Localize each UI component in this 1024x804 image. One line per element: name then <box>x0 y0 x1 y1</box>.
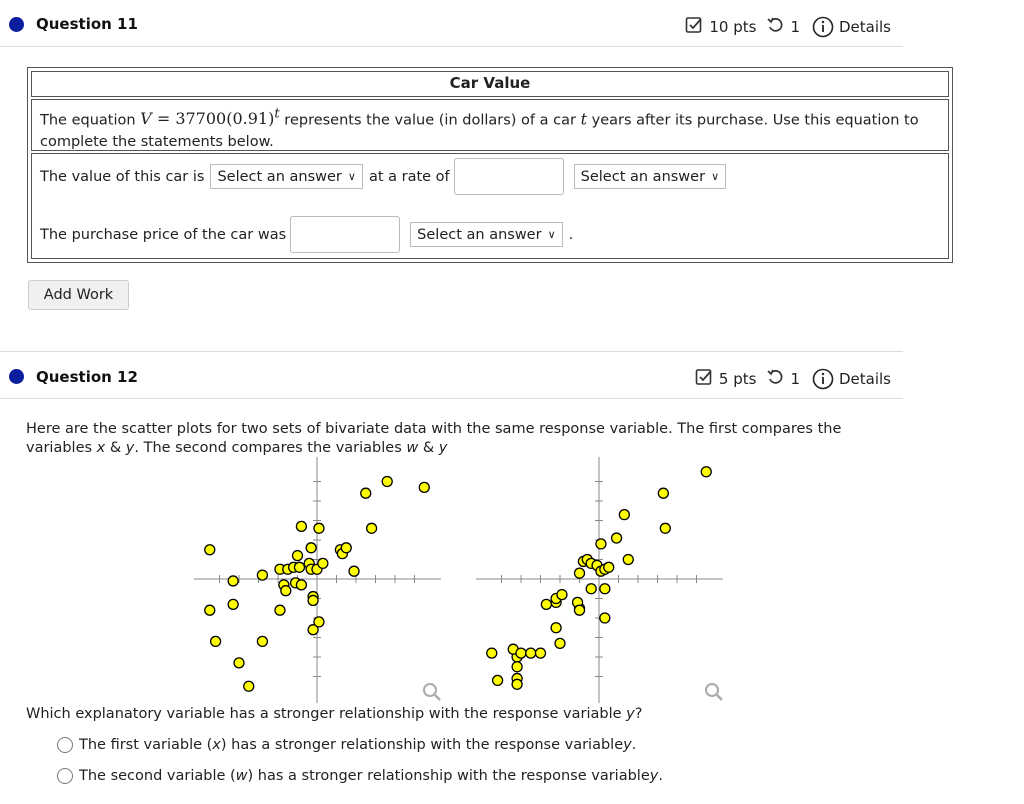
paragraph-text: Here are the scatter plots for two sets of bivariate data with the same response variable. The first compares the variables <box>26 421 842 456</box>
row1-label: The value of this car is <box>40 168 205 185</box>
data-point <box>660 523 670 533</box>
equation-cell <box>31 99 949 151</box>
table-title: Car Value <box>449 74 531 92</box>
zoom-lens <box>706 684 718 696</box>
data-point <box>512 679 522 689</box>
data-point <box>205 605 215 615</box>
data-point <box>228 576 238 586</box>
option-var: y <box>649 768 659 784</box>
chevron-down-icon: ∨ <box>347 170 356 183</box>
data-point <box>512 662 522 672</box>
rate-input[interactable] <box>454 158 564 195</box>
equation-text <box>32 100 948 159</box>
data-point <box>244 681 254 691</box>
prompt-text: Which explanatory variable has a stronger relationship with the response variable <box>26 706 627 722</box>
equation-suffix2: years after its purchase. Use this equation to complete the statements below. <box>40 112 919 151</box>
option-var: w <box>235 768 248 784</box>
question-12-header <box>0 351 903 399</box>
data-point <box>318 558 328 568</box>
equation-prefix: The equation <box>40 112 141 129</box>
equation-formula: $V = 37700(0.91)^t$ <box>140 107 280 129</box>
scatter-plot-xy <box>190 455 445 705</box>
details-link[interactable] <box>812 16 891 38</box>
data-point <box>361 488 371 498</box>
retries-count: 1 <box>790 370 800 388</box>
data-point <box>551 623 561 633</box>
select-value: Select an answer <box>217 168 342 185</box>
points-label: 5 pts <box>718 370 757 388</box>
question-11-header <box>0 0 903 47</box>
checkbox-icon <box>685 16 703 38</box>
table-header-cell <box>31 71 949 97</box>
chevron-down-icon: ∨ <box>711 170 720 183</box>
option-var: y <box>623 737 632 753</box>
zoom-handle <box>435 695 440 700</box>
data-point <box>596 539 606 549</box>
paragraph-var-y: y <box>125 440 135 456</box>
data-point <box>349 566 359 576</box>
info-icon <box>812 16 834 38</box>
data-point <box>575 605 585 615</box>
data-point <box>658 488 668 498</box>
data-point <box>296 521 306 531</box>
data-point <box>623 555 633 565</box>
radio-button[interactable] <box>57 737 73 753</box>
data-point <box>234 658 244 668</box>
zoom-handle <box>717 695 722 700</box>
purchase-price-input[interactable] <box>290 216 400 253</box>
data-point <box>541 599 551 609</box>
question-meta <box>685 16 891 38</box>
data-point <box>600 584 610 594</box>
data-point <box>205 545 215 555</box>
data-point <box>296 580 306 590</box>
data-point <box>275 605 285 615</box>
statement-row-1 <box>40 158 732 195</box>
paragraph-text: & <box>105 440 126 456</box>
data-point <box>493 675 503 685</box>
option-first-variable[interactable] <box>57 737 636 753</box>
checkbox-icon <box>695 368 713 390</box>
points-label: 10 pts <box>709 18 757 36</box>
rate-direction-select[interactable] <box>210 164 362 189</box>
data-point <box>308 595 318 605</box>
statement-row-2 <box>40 216 573 253</box>
prompt-var: y <box>626 706 635 722</box>
scatter-plot-wy <box>472 455 727 705</box>
question-title: Question 11 <box>36 15 138 33</box>
option-text: The first variable ( <box>79 737 213 753</box>
car-value-table <box>27 67 953 263</box>
prompt-end: ? <box>634 706 643 722</box>
paragraph-text: & <box>418 440 439 456</box>
question-title: Question 12 <box>36 368 138 386</box>
option-text: ) has a stronger relationship with the response variable <box>220 737 624 753</box>
data-point <box>526 648 536 658</box>
info-icon <box>812 368 834 390</box>
data-point <box>586 584 596 594</box>
option-second-variable[interactable] <box>57 768 663 784</box>
row1-mid: at a rate of <box>368 168 450 185</box>
paragraph-var-y: y <box>438 440 448 456</box>
data-point <box>281 586 291 596</box>
data-point <box>314 523 324 533</box>
data-point <box>575 568 585 578</box>
paragraph-var-x: x <box>96 440 106 456</box>
statements-cell <box>31 153 949 259</box>
paragraph-var-w: w <box>406 440 419 456</box>
zoom-icon[interactable] <box>706 684 722 700</box>
radio-button[interactable] <box>57 768 73 784</box>
question-meta <box>695 368 891 390</box>
data-point <box>612 533 622 543</box>
option-var: x <box>212 737 221 753</box>
data-point <box>604 562 614 572</box>
add-work-button[interactable]: Add Work <box>28 280 129 310</box>
equation-suffix: represents the value (in dollars) of a car <box>279 112 581 129</box>
data-point <box>341 543 351 553</box>
data-point <box>294 562 304 572</box>
data-point <box>619 510 629 520</box>
details-link[interactable] <box>812 368 891 390</box>
data-point <box>314 617 324 627</box>
option-text: . <box>658 768 663 784</box>
details-label: Details <box>838 18 891 36</box>
data-point <box>557 590 567 600</box>
question-status-dot <box>9 369 24 384</box>
data-point <box>367 523 377 533</box>
rate-unit-select[interactable] <box>574 164 726 189</box>
equation-var: t <box>580 109 587 129</box>
retries-count: 1 <box>790 18 800 36</box>
zoom-icon[interactable] <box>424 684 440 700</box>
retry-icon <box>766 16 784 38</box>
data-point <box>293 551 303 561</box>
data-point <box>516 648 526 658</box>
paragraph-text: . The second compares the variables <box>134 440 407 456</box>
data-point <box>600 613 610 623</box>
question-prompt <box>26 706 642 722</box>
option-text: . <box>631 737 637 753</box>
chevron-down-icon: ∨ <box>547 228 556 241</box>
data-point <box>228 599 238 609</box>
details-label: Details <box>838 370 891 388</box>
data-point <box>257 570 267 580</box>
question-paragraph <box>26 420 906 458</box>
option-text: ) has a stronger relationship with the response variable <box>247 768 650 784</box>
purchase-unit-select[interactable] <box>410 222 562 247</box>
data-point <box>257 636 267 646</box>
row2-end: . <box>568 226 574 243</box>
data-point <box>382 477 392 487</box>
select-value: Select an answer <box>417 226 542 243</box>
data-point <box>555 638 565 648</box>
data-point <box>306 543 316 553</box>
question-status-dot <box>9 17 24 32</box>
option-text: The second variable ( <box>79 768 236 784</box>
data-point <box>701 467 711 477</box>
zoom-lens <box>424 684 436 696</box>
data-point <box>211 636 221 646</box>
retry-icon <box>766 368 784 390</box>
data-point <box>487 648 497 658</box>
data-point <box>536 648 546 658</box>
data-point <box>419 482 429 492</box>
select-value: Select an answer <box>580 168 706 185</box>
row2-label: The purchase price of the car was <box>40 226 287 243</box>
